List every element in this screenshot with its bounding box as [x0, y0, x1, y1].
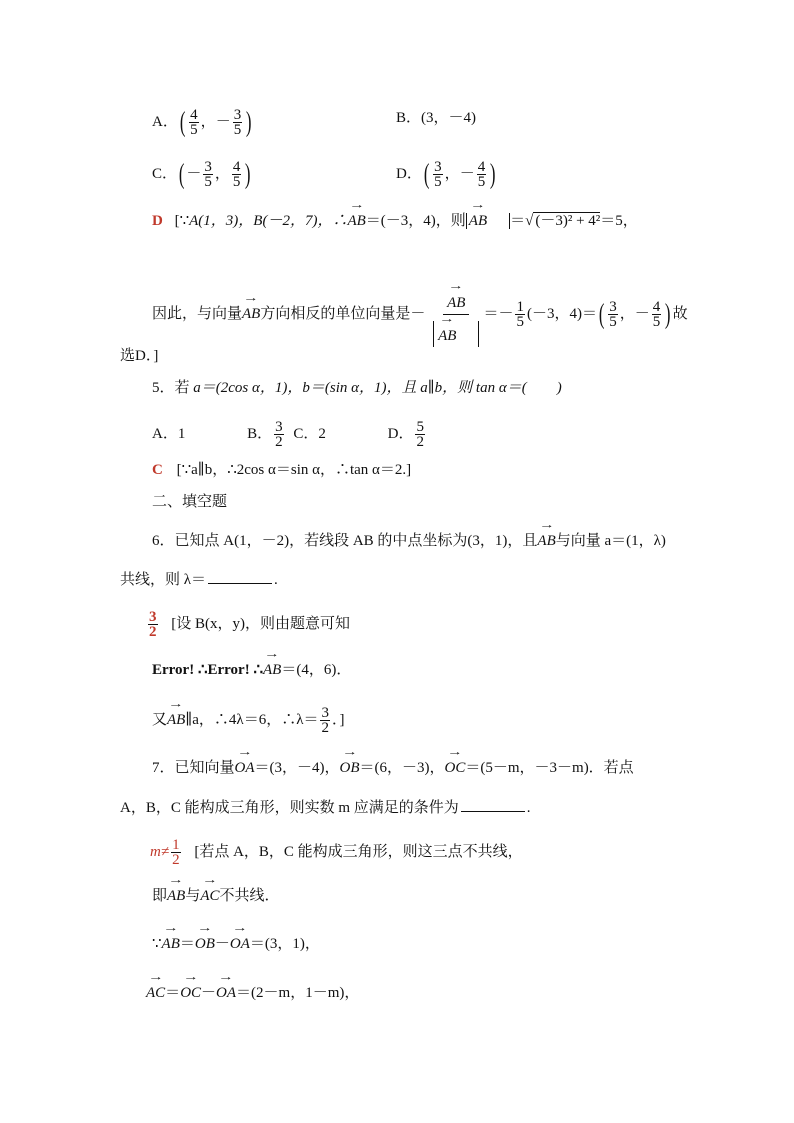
answer-blank: [208, 583, 272, 584]
q7-stem-line2: A，B，C 能构成三角形，则实数 m 应满足的条件为 .: [120, 800, 531, 816]
q4-option-b: B．(3，－4): [396, 110, 477, 126]
q7-solution-line2: 即→ AB与→ AC不共线．: [152, 886, 280, 906]
q6-stem-line2: 共线，则 λ＝ .: [120, 572, 278, 588]
q7-solution-line4: → AC＝→ OC－→ OA＝(2－m，1－m)，: [146, 983, 359, 1003]
q6-solution-line2: Error! ∴Error! ∴→ AB＝(4，6)．: [152, 660, 351, 680]
q4-solution-line3: 选D．]: [120, 348, 159, 364]
q5-stem: 5．若 a＝(2cos α，1)，b＝(sin α，1)，且 a∥b，则 tan α＝( ): [152, 380, 562, 396]
q5-solution: C [∵a∥b，∴2cos α＝sin α，∴tan α＝2.]: [152, 462, 412, 478]
q7-stem-line1: 7．已知向量→ OA＝(3，－4)，→ OB＝(6，－3)，→ OC＝(5－m，－3－m)．若点: [152, 758, 634, 778]
section-title: 二、填空题: [152, 494, 228, 510]
q6-solution-line1: $\frac{3}{2}$ [设 B(x，y)，则由题意可知: [149, 609, 350, 640]
q6-stem-line1: 6．已知点 A(1，－2)，若线段 AB 的中点坐标为(3，1)，且→ AB与向量 a＝(1，λ): [152, 531, 666, 551]
q4-solution-line2: 因此，与向量→ AB方向相反的单位向量是－ → AB → AB ＝－ $\frac{1}{5}$ (－3，4)＝( $\frac{3}{5}$ ，－ $\frac{4}{5}$ ) 故: [152, 282, 688, 347]
q5-options: A．1 B． $\frac{3}{2}$ C．2 D． $\frac{5}{2}$: [152, 419, 424, 450]
answer-blank: [461, 811, 525, 812]
q4-option-a: A．( $\frac{4}{5}$ ，－ $\frac{3}{5}$ ): [152, 106, 252, 138]
q4-option-c: C．( － $\frac{3}{5}$ ， $\frac{4}{5}$ ): [152, 158, 251, 190]
q4-solution-line1: D [∵A(1，3)，B(－2，7)，∴→ AB＝(－3，4)，则→ AB ＝√ (－3)² + 4²＝5，: [152, 211, 638, 231]
q4-answer: D: [152, 213, 163, 229]
q6-solution-line3: 又→ AB∥a，∴4λ＝6，∴λ＝ $\frac{3}{2}$ ．]: [152, 706, 344, 735]
q5-answer: C: [152, 462, 163, 478]
q7-solution-line1: m≠ $\frac{1}{2}$ [若点 A，B，C 能构成三角形，则这三点不共线，: [150, 837, 523, 868]
q7-solution-line3: ∵→ AB＝→ OB－→ OA＝(3，1)，: [152, 934, 320, 954]
q4-option-d: D．( $\frac{3}{5}$ ，－ $\frac{4}{5}$ ): [396, 158, 496, 190]
